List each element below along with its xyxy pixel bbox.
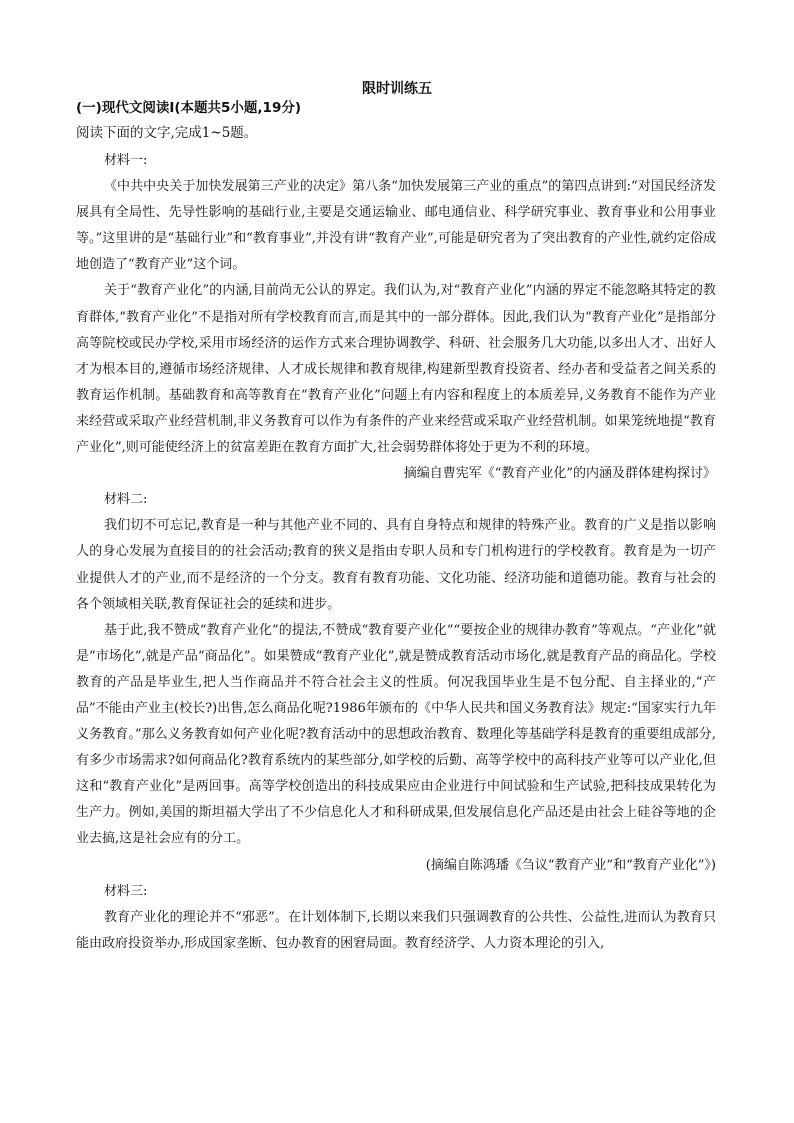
material-label: 材料一: — [104, 153, 148, 168]
paragraph: 《中共中央关于加快发展第三产业的决定》第八条“加快发展第三产业的重点”的第四点讲到:“对国民经济发展具有全局性、先导性影响的基础行业,主要是交通运输业、邮电通信业、科学研究事业、教育事业和公用事业等。”这里讲的是“基础行业”和“教育事业”,并没有讲“教育产业”,可能是研究者为了突出教育的产业性,就约定俗成地创造了“教育产业”这个词。 — [76, 179, 716, 273]
instruction-text: 阅读下面的文字,完成1~5题。 — [76, 125, 258, 141]
page-title: 限时训练五 — [362, 81, 432, 97]
paragraph: 我们切不可忘记,教育是一种与其他产业不同的、具有自身特点和规律的特殊产业。教育的广义是指以影响人的身心发展为直接目的的社会活动;教育的狭义是指由专职人员和专门机构进行的学校教育。教育是为一切产业提供人才的产业,而不是经济的一个分支。教育有教育功能、文化功能、经济功能和道德功能。教育与社会的各个领域相关联,教育保证社会的延续和进步。 — [76, 518, 716, 612]
material-label: 材料三: — [104, 883, 148, 899]
paragraph: 教育产业化的理论并不“邪恶”。在计划体制下,长期以来我们只强调教育的公共性、公益性,进而认为教育只能由政府投资举办,形成国家垄断、包办教育的困窘局面。教育经济学、人力资本理论的引入, — [76, 909, 716, 951]
paragraph: 关于“教育产业化”的内涵,目前尚无公认的界定。我们认为,对“教育产业化”内涵的界定不能忽略其特定的教育群体,“教育产业化”不是指对所有学校教育而言,而是其中的一部分群体。因此,我们认为“教育产业化”是指部分高等院校或民办学校,采用市场经济的运作方式来合理协调教学、科研、社会服务几大功能,以多出人才、出好人才为根本目的,遵循市场经济规律、人才成长规律和教育规律,构建新型教育投资者、经办者和受益者之间关系的教育运作机制。基础教育和高等教育在“教育产业化”问题上有内容和程度上的本质差异,义务教育不能作为产业来经营或采取产业经营机制,非义务教育可以作为有条件的产业来经营或采取产业经营机制。如果笼统地提“教育产业化”,则可能使经济上的贫富差距在教育方面扩大,社会弱势群体将处于更为不利的环境。 — [76, 283, 716, 456]
source-citation: (摘编自陈鸿璠《刍议“教育产业”和“教育产业化”》) — [425, 857, 716, 873]
material-one — [76, 148, 716, 487]
material-three — [76, 879, 716, 957]
reading-body — [76, 148, 716, 957]
material-label: 材料二: — [104, 492, 148, 508]
paragraph: 基于此,我不赞成“教育产业化”的提法,不赞成“教育要产业化”“要按企业的规律办教育”等观点。“产业化”就是“市场化”,就是产品“商品化”。如果赞成“教育产业化”,就是赞成教育活动市场化,就是教育产品的商品化。学校教育的产品是毕业生,把人当作商品并不符合社会主义的性质。何况我国毕业生是不包分配、自主择业的,“产品”不能由产业主(校长?)出售,怎么商品化呢?1986年颁布的《中华人民共和国义务教育法》规定:“国家实行九年义务教育。”那么义务教育如何产业化呢?教育活动中的思想政治教育、数理化等基础学科是教育的重要组成部分,有多少市场需求?如何商品化?教育系统内的某些部分,如学校的后勤、高等学校中的高科技产业等可以产业化,但这和“教育产业化”是两回事。高等学校创造出的科技成果应由企业进行中间试验和生产试验,把科技成果转化为生产力。例如,美国的斯坦福大学出了不少信息化人才和科研成果,但发展信息化产品还是由社会上硅谷等地的企业去搞,这是社会应有的分工。 — [76, 622, 716, 847]
source-citation: 摘编自曹宪军《“教育产业化”的内涵及群体建构探讨》 — [403, 466, 716, 482]
material-two — [76, 487, 716, 878]
section-heading: (一)现代文阅读Ⅰ(本题共5小题,19分) — [76, 100, 302, 116]
